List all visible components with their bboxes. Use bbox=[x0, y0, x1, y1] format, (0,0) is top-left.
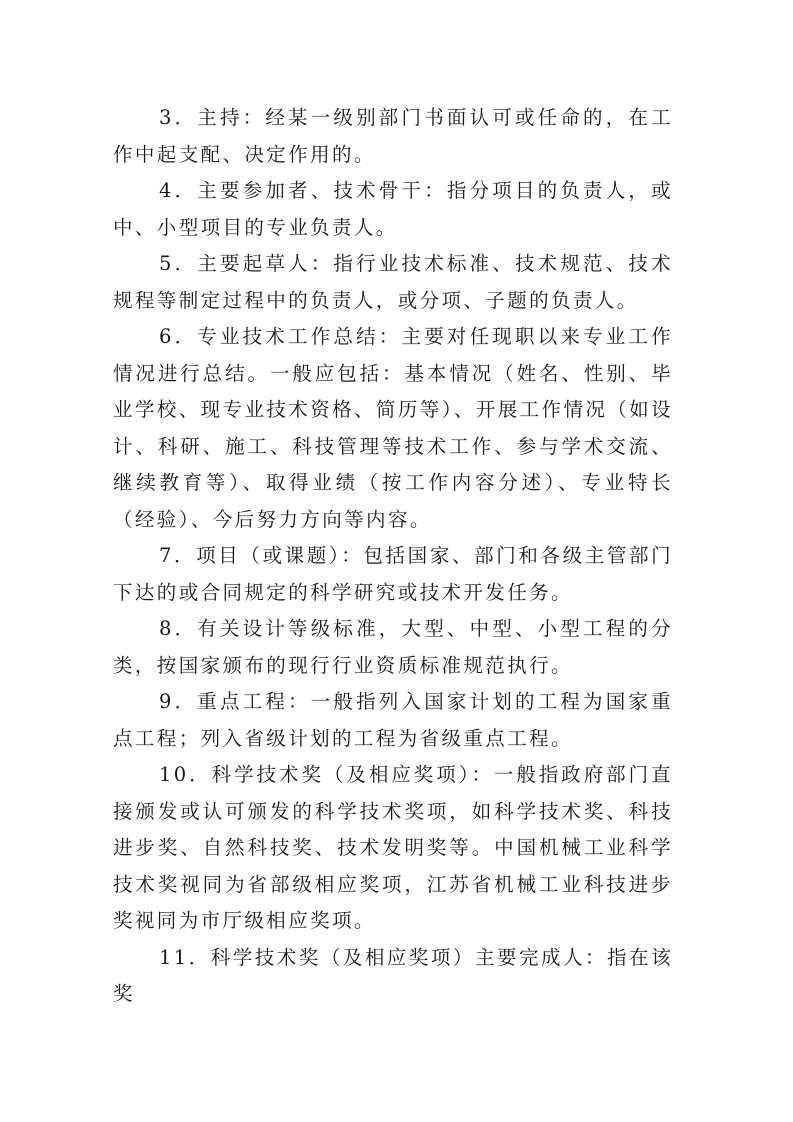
paragraph-5-main-drafter: 5．主要起草人：指行业技术标准、技术规范、技术规程等制定过程中的负责人，或分项、子题的负责人。 bbox=[113, 252, 673, 312]
paragraph-8-design-grade: 8．有关设计等级标准，大型、中型、小型工程的分类，按国家颁布的现行行业资质标准规范执行。 bbox=[113, 617, 673, 677]
paragraph-11-award-contributor: 11．科学技术奖（及相应奖项）主要完成人：指在该奖 bbox=[113, 945, 673, 1005]
paragraph-9-key-project: 9．重点工程：一般指列入国家计划的工程为国家重点工程；列入省级计划的工程为省级重点工程。 bbox=[113, 690, 673, 750]
document-body bbox=[113, 100, 673, 1013]
paragraph-10-science-award: 10．科学技术奖（及相应奖项）：一般指政府部门直接颁发或认可颁发的科学技术奖项，如科学技术奖、科技进步奖、自然科技奖、技术发明奖等。中国机械工业科学技术奖视同为省部级相应奖项，江苏省机械工业科技进步奖视同为市厅级相应奖项。 bbox=[113, 763, 673, 932]
paragraph-6-work-summary: 6．专业技术工作总结：主要对任现职以来专业工作情况进行总结。一般应包括：基本情况（姓名、性别、毕业学校、现专业技术资格、简历等）、开展工作情况（如设计、科研、施工、科技管理等技术工作、参与学术交流、继续教育等）、取得业绩（按工作内容分述）、专业特长（经验）、今后努力方向等内容。 bbox=[113, 325, 673, 531]
paragraph-3-presiding: 3．主持：经某一级别部门书面认可或任命的，在工作中起支配、决定作用的。 bbox=[113, 106, 673, 166]
paragraph-4-main-participant: 4．主要参加者、技术骨干：指分项目的负责人，或中、小型项目的专业负责人。 bbox=[113, 179, 673, 239]
paragraph-7-project: 7．项目（或课题）：包括国家、部门和各级主管部门下达的或合同规定的科学研究或技术开发任务。 bbox=[113, 544, 673, 604]
